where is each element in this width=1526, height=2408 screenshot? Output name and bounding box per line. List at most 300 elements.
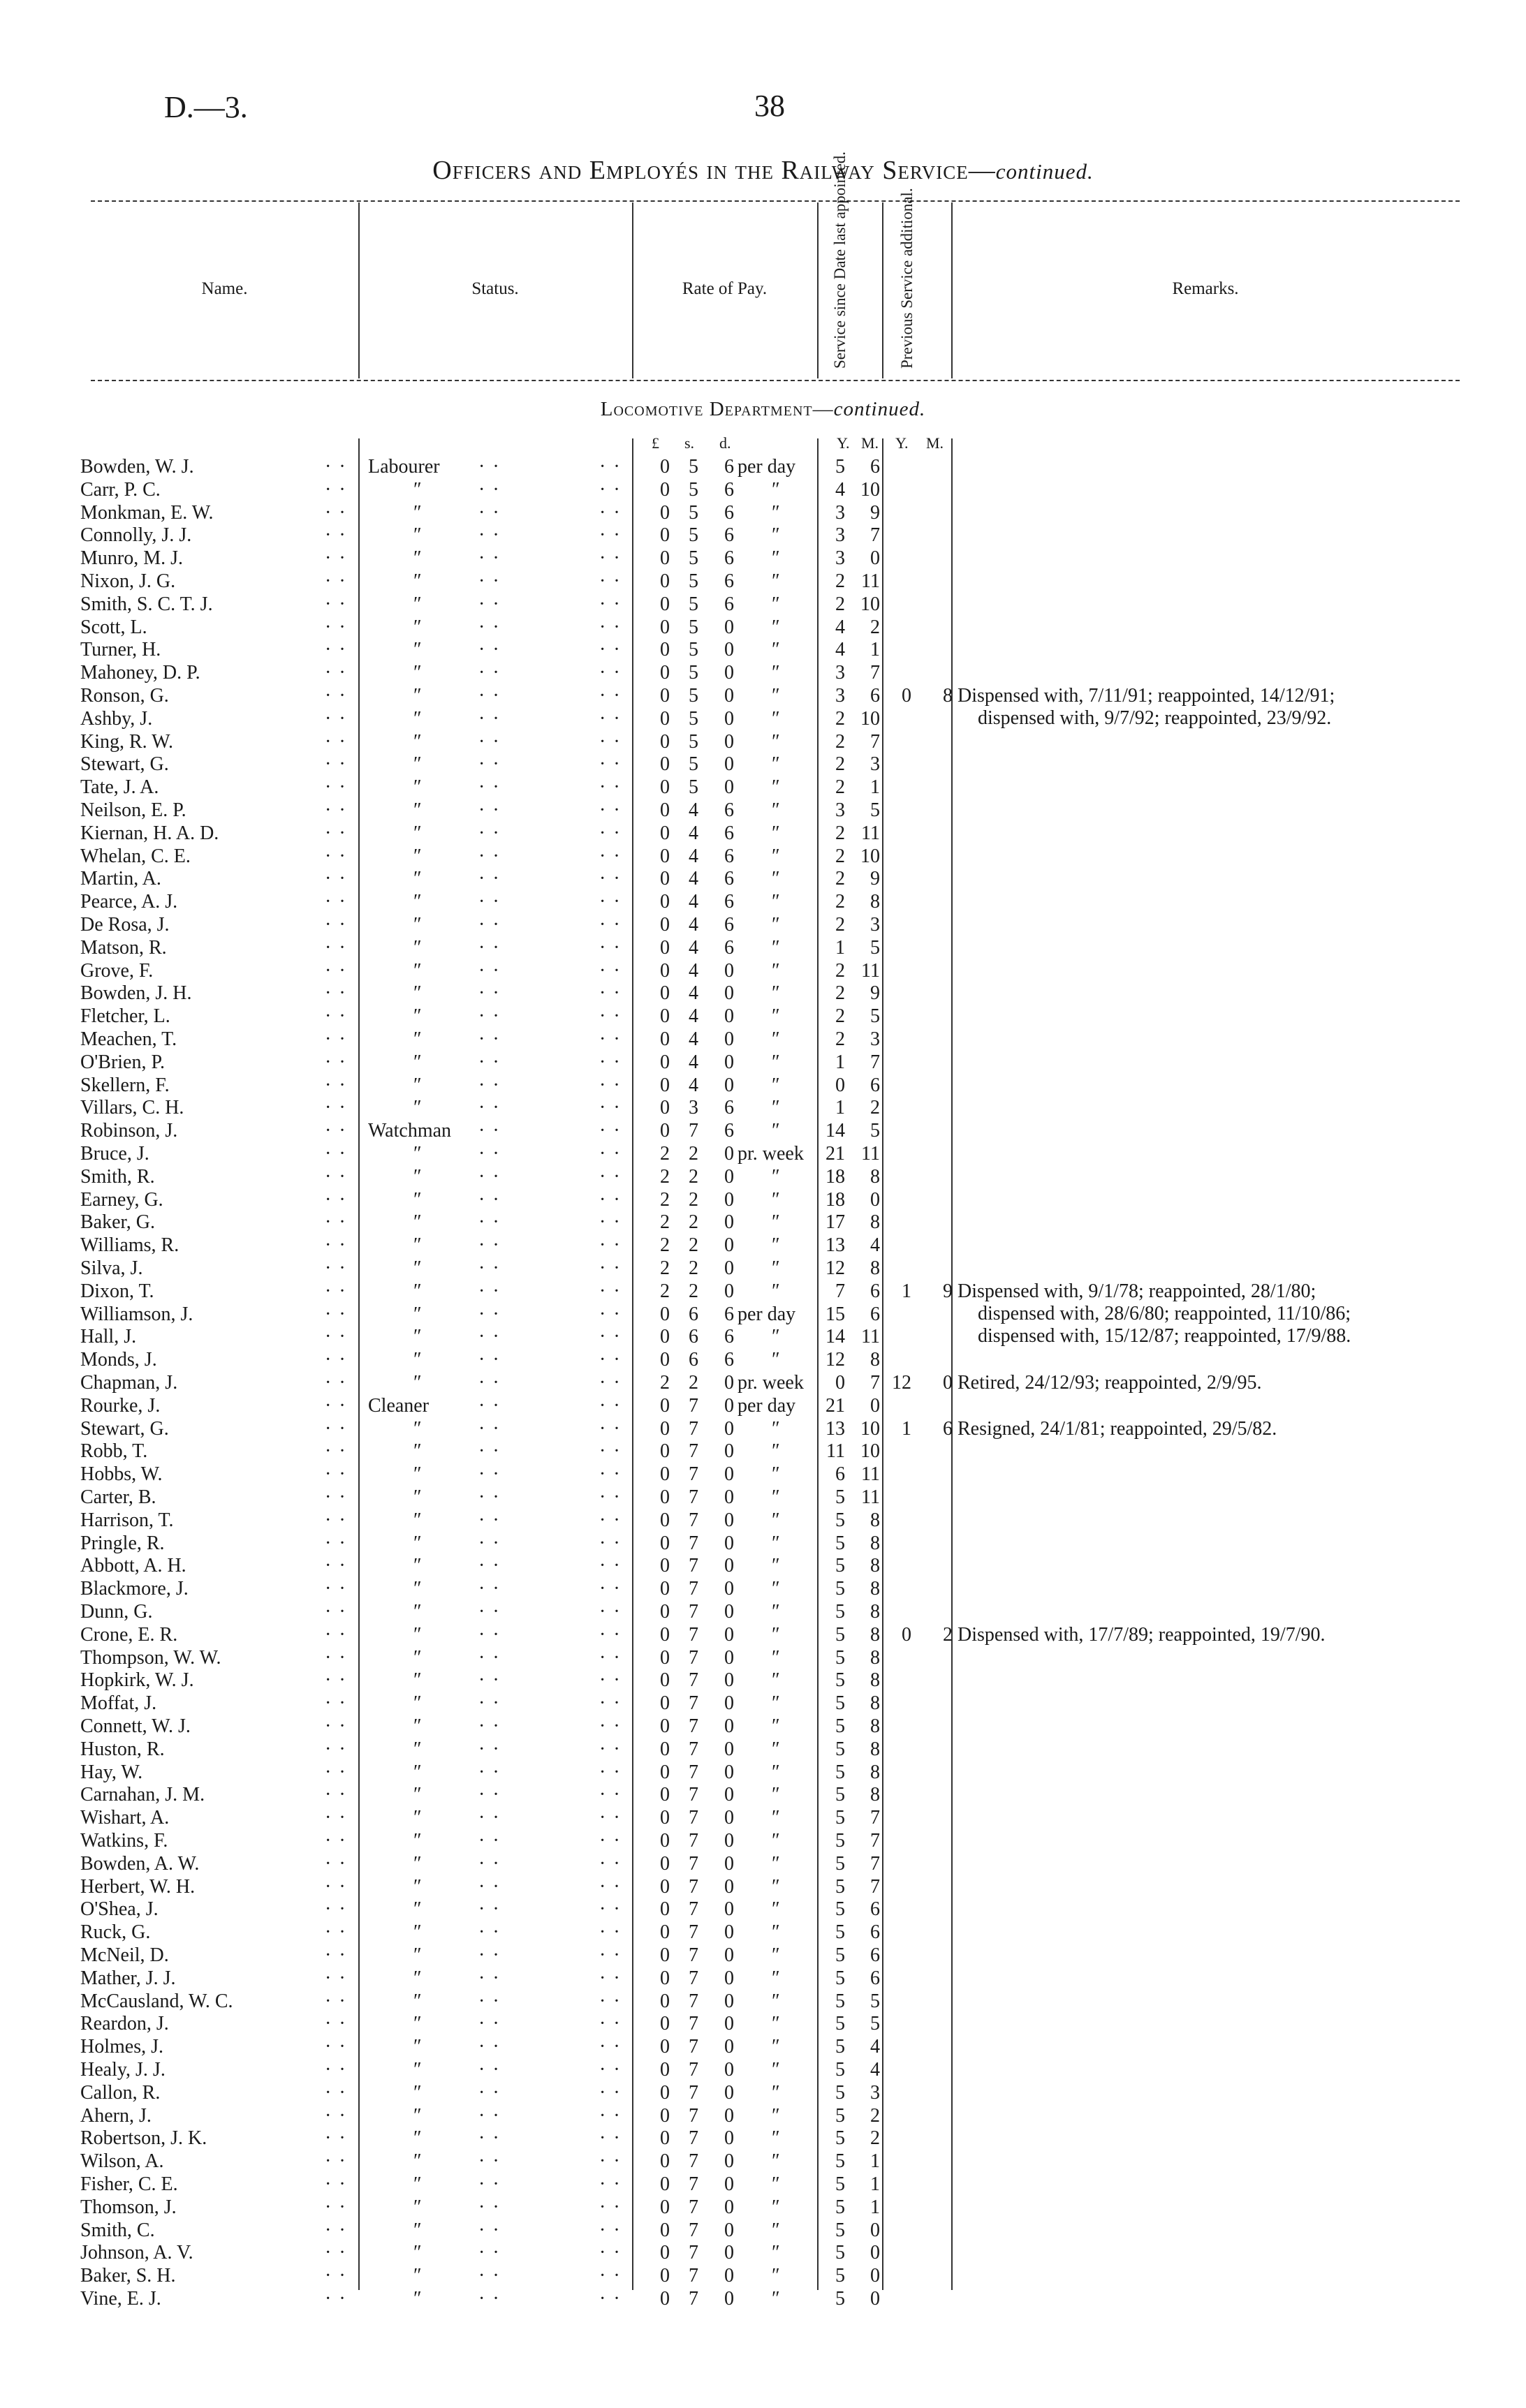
status: ″ [413, 1028, 422, 1050]
pay-pence: 0 [724, 1028, 734, 1050]
table-row [0, 547, 1526, 570]
leader-dots: · · [325, 1578, 347, 1600]
status: ″ [413, 547, 422, 570]
service-months: 5 [870, 2013, 880, 2035]
employee-name: Monds, J. [80, 1349, 157, 1371]
service-years: 6 [835, 1463, 845, 1486]
table-row [0, 867, 1526, 890]
table-row [0, 1463, 1526, 1486]
service-months: 0 [870, 547, 880, 570]
leader-dots: · · [325, 1143, 347, 1165]
table-row [0, 1440, 1526, 1463]
service-months: 7 [870, 662, 880, 684]
status: ″ [413, 2242, 422, 2264]
table-row [0, 1348, 1526, 1371]
pay-unit: ″ [772, 501, 780, 524]
leader-dots: · · [478, 845, 501, 867]
leader-dots: · · [325, 1990, 347, 2012]
leader-dots: · · [599, 1807, 622, 1829]
pay-pounds: 0 [660, 1967, 670, 1989]
employee-name: Stewart, G. [80, 753, 169, 776]
pay-shillings: 2 [689, 1372, 698, 1394]
pay-pounds: 0 [660, 959, 670, 982]
pay-pence: 6 [724, 868, 734, 890]
service-months: 1 [870, 2196, 880, 2218]
leader-dots: · · [325, 1967, 347, 1989]
service-years: 5 [835, 1509, 845, 1531]
status: ″ [413, 1967, 422, 1989]
service-years: 1 [835, 1097, 845, 1119]
pay-pounds: 0 [660, 1784, 670, 1806]
section-heading [0, 398, 1526, 421]
leader-dots: · · [478, 1669, 501, 1692]
service-months: 0 [870, 2219, 880, 2241]
table-row [0, 913, 1526, 936]
pay-unit: ″ [772, 1074, 780, 1096]
leader-dots: · · [325, 1303, 347, 1325]
pay-unit: ″ [772, 982, 780, 1005]
pay-unit: ″ [772, 936, 780, 959]
service-months: 8 [870, 1532, 880, 1554]
leader-dots: · · [325, 1165, 347, 1188]
table-row [0, 753, 1526, 776]
leader-dots: · · [599, 1143, 622, 1165]
pay-shillings: 7 [689, 1875, 698, 1898]
pay-shillings: 2 [689, 1165, 698, 1188]
leader-dots: · · [325, 1852, 347, 1875]
leader-dots: · · [478, 1280, 501, 1302]
service-years: 5 [835, 1715, 845, 1737]
leader-dots: · · [325, 2127, 347, 2150]
pay-pence: 0 [724, 2219, 734, 2241]
status: ″ [413, 1990, 422, 2012]
pay-unit: ″ [772, 2265, 780, 2287]
status: ″ [413, 1852, 422, 1875]
table-row [0, 1486, 1526, 1509]
pay-unit: ″ [772, 822, 780, 844]
pay-pence: 0 [724, 730, 734, 753]
service-years: 18 [826, 1165, 845, 1188]
status: ″ [413, 753, 422, 776]
pay-shillings: 2 [689, 1234, 698, 1257]
status: ″ [413, 1234, 422, 1257]
service-years: 2 [835, 753, 845, 776]
service-years: 2 [835, 593, 845, 615]
table-row [0, 822, 1526, 845]
leader-dots: · · [478, 1555, 501, 1577]
pay-pence: 6 [724, 822, 734, 844]
pay-pounds: 0 [660, 2242, 670, 2264]
table-row [0, 524, 1526, 547]
pay-unit: ″ [772, 1601, 780, 1623]
service-months: 7 [870, 1875, 880, 1898]
pay-pence: 0 [724, 753, 734, 776]
pay-shillings: 4 [689, 1005, 698, 1028]
table-row [0, 616, 1526, 639]
service-years: 2 [835, 914, 845, 936]
pay-unit: per day [738, 1394, 796, 1417]
status: ″ [413, 1509, 422, 1531]
status: ″ [413, 845, 422, 867]
pay-pounds: 0 [660, 570, 670, 592]
employee-name: Thomson, J. [80, 2196, 177, 2218]
remark-continuation: dispensed with, 9/7/92; reappointed, 23/9/92. [978, 707, 1332, 729]
table-row [0, 1051, 1526, 1074]
pay-unit: ″ [772, 2242, 780, 2264]
employee-name: Wishart, A. [80, 1807, 170, 1829]
service-months: 11 [861, 570, 880, 592]
employee-name: Smith, C. [80, 2219, 155, 2241]
leader-dots: · · [599, 2059, 622, 2081]
status: ″ [413, 776, 422, 799]
pay-shillings: 7 [689, 1440, 698, 1463]
leader-dots: · · [478, 593, 501, 615]
pay-pence: 0 [724, 1578, 734, 1600]
service-years: 2 [835, 730, 845, 753]
leader-dots: · · [325, 2150, 347, 2173]
pay-shillings: 5 [689, 753, 698, 776]
leader-dots: · · [599, 1555, 622, 1577]
status: ″ [413, 1005, 422, 1028]
leader-dots: · · [599, 1349, 622, 1371]
header-divider [882, 202, 883, 378]
service-years: 21 [826, 1143, 845, 1165]
pay-pence: 6 [724, 1349, 734, 1371]
employee-name: Johnson, A. V. [80, 2242, 193, 2264]
leader-dots: · · [478, 1028, 501, 1050]
table-row [0, 1967, 1526, 1990]
leader-dots: · · [599, 1417, 622, 1440]
service-months: 8 [870, 1349, 880, 1371]
service-months: 2 [870, 1097, 880, 1119]
employee-name: Bowden, J. H. [80, 982, 192, 1005]
employee-name: Connolly, J. J. [80, 524, 192, 547]
pay-shillings: 7 [689, 1738, 698, 1760]
employee-name: Williamson, J. [80, 1303, 193, 1325]
leader-dots: · · [599, 1509, 622, 1531]
status: ″ [413, 1532, 422, 1554]
leader-dots: · · [599, 547, 622, 570]
status: ″ [413, 1097, 422, 1119]
employee-name: Mather, J. J. [80, 1967, 176, 1989]
leader-dots: · · [325, 1417, 347, 1440]
pay-pence: 0 [724, 1623, 734, 1646]
pay-unit: ″ [772, 1165, 780, 1188]
status: ″ [413, 501, 422, 524]
employee-name: Tate, J. A. [80, 776, 159, 799]
service-months: 8 [870, 1211, 880, 1234]
service-years: 3 [835, 501, 845, 524]
service-years: 1 [835, 1051, 845, 1073]
pay-pence: 6 [724, 593, 734, 615]
pay-shillings: 4 [689, 982, 698, 1005]
pay-unit: ″ [772, 1005, 780, 1028]
pay-pence: 0 [724, 616, 734, 638]
pay-unit: ″ [772, 1761, 780, 1783]
leader-dots: · · [478, 1417, 501, 1440]
pay-unit: ″ [772, 1692, 780, 1715]
service-months: 6 [870, 1280, 880, 1302]
leader-dots: · · [478, 1944, 501, 1966]
pay-pounds: 0 [660, 547, 670, 570]
pay-unit: ″ [772, 2013, 780, 2035]
leader-dots: · · [599, 1601, 622, 1623]
pay-shillings: 2 [689, 1257, 698, 1279]
leader-dots: · · [599, 2127, 622, 2150]
status: ″ [413, 1738, 422, 1760]
leader-dots: · · [325, 685, 347, 707]
leader-dots: · · [599, 776, 622, 799]
table-row [0, 2081, 1526, 2104]
leader-dots: · · [478, 1646, 501, 1669]
service-months: 8 [870, 1669, 880, 1692]
employee-name: Robb, T. [80, 1440, 148, 1463]
pay-pounds: 0 [660, 662, 670, 684]
leader-dots: · · [478, 1097, 501, 1119]
pay-shillings: 7 [689, 1967, 698, 1989]
leader-dots: · · [599, 1188, 622, 1211]
pay-pounds: 0 [660, 1921, 670, 1944]
employee-name: O'Brien, P. [80, 1051, 165, 1073]
leader-dots: · · [478, 1532, 501, 1554]
employee-name: Skellern, F. [80, 1074, 170, 1096]
leader-dots: · · [478, 1303, 501, 1325]
pay-shillings: 3 [689, 1097, 698, 1119]
pay-pounds: 0 [660, 914, 670, 936]
leader-dots: · · [599, 936, 622, 959]
service-years: 5 [835, 2036, 845, 2058]
service-months: 8 [870, 1165, 880, 1188]
pay-pounds: 0 [660, 1486, 670, 1508]
pay-unit: ″ [772, 662, 780, 684]
service-years: 5 [835, 1944, 845, 1966]
pay-pence: 0 [724, 1372, 734, 1394]
pay-unit: ″ [772, 2196, 780, 2218]
service-years: 5 [835, 2288, 845, 2310]
pay-shillings: 5 [689, 707, 698, 730]
pay-pence: 0 [724, 1898, 734, 1921]
pay-shillings: 7 [689, 2288, 698, 2310]
leader-dots: · · [478, 730, 501, 753]
pay-shillings: 7 [689, 1715, 698, 1737]
document-reference: D.—3. [164, 90, 248, 124]
leader-dots: · · [599, 2150, 622, 2173]
employee-name: Hopkirk, W. J. [80, 1669, 194, 1692]
pay-shillings: 6 [689, 1303, 698, 1325]
service-months: 6 [870, 456, 880, 478]
service-months: 7 [870, 1852, 880, 1875]
previous-years: 12 [892, 1372, 911, 1394]
leader-dots: · · [599, 1761, 622, 1783]
leader-dots: · · [478, 685, 501, 707]
leader-dots: · · [599, 524, 622, 547]
leader-dots: · · [325, 547, 347, 570]
pay-pounds: 2 [660, 1188, 670, 1211]
table-row [0, 478, 1526, 501]
unit-months: M. [861, 434, 879, 452]
employee-name: Moffat, J. [80, 1692, 157, 1715]
service-years: 5 [835, 1990, 845, 2012]
service-months: 6 [870, 1303, 880, 1325]
pay-pence: 6 [724, 456, 734, 478]
service-months: 11 [861, 1486, 880, 1508]
service-months: 8 [870, 1509, 880, 1531]
section-lead: Locomotive Department— [600, 398, 834, 420]
leader-dots: · · [478, 1692, 501, 1715]
leader-dots: · · [478, 1211, 501, 1234]
service-years: 2 [835, 845, 845, 867]
service-years: 5 [835, 2196, 845, 2218]
pay-pence: 6 [724, 891, 734, 913]
table-row [0, 2173, 1526, 2196]
service-months: 1 [870, 776, 880, 799]
leader-dots: · · [325, 2059, 347, 2081]
service-months: 10 [860, 845, 880, 867]
status: ″ [413, 936, 422, 959]
pay-shillings: 7 [689, 2196, 698, 2218]
status: ″ [413, 1623, 422, 1646]
pay-pounds: 0 [660, 1074, 670, 1096]
pay-unit: ″ [772, 1784, 780, 1806]
service-months: 8 [870, 1578, 880, 1600]
pay-pence: 0 [724, 2196, 734, 2218]
leader-dots: · · [478, 2059, 501, 2081]
table-row [0, 1646, 1526, 1669]
leader-dots: · · [478, 799, 501, 821]
pay-pence: 0 [724, 1165, 734, 1188]
leader-dots: · · [478, 639, 501, 661]
leader-dots: · · [325, 1051, 347, 1073]
pay-shillings: 5 [689, 501, 698, 524]
service-years: 3 [835, 547, 845, 570]
leader-dots: · · [325, 1188, 347, 1211]
pay-unit: pr. week [738, 1372, 804, 1394]
pay-pence: 0 [724, 1967, 734, 1989]
leader-dots: · · [599, 753, 622, 776]
service-months: 8 [870, 1784, 880, 1806]
pay-unit: ″ [772, 1417, 780, 1440]
status: ″ [413, 1669, 422, 1692]
leader-dots: · · [599, 1944, 622, 1966]
leader-dots: · · [325, 1211, 347, 1234]
leader-dots: · · [478, 936, 501, 959]
status: ″ [413, 1578, 422, 1600]
pay-pounds: 0 [660, 776, 670, 799]
table-row [0, 890, 1526, 913]
pay-unit: ″ [772, 2173, 780, 2195]
pay-pence: 0 [724, 1830, 734, 1852]
leader-dots: · · [325, 1097, 347, 1119]
pay-pounds: 0 [660, 2127, 670, 2150]
header-divider [817, 202, 819, 378]
pay-pounds: 0 [660, 1623, 670, 1646]
service-years: 2 [835, 1005, 845, 1028]
pay-pence: 0 [724, 1715, 734, 1737]
employee-name: Ahern, J. [80, 2104, 152, 2127]
leader-dots: · · [599, 2013, 622, 2035]
leader-dots: · · [478, 1807, 501, 1829]
title-lead: Officers and Employés in the Railway Service— [432, 156, 996, 185]
leader-dots: · · [325, 1440, 347, 1463]
pay-pounds: 0 [660, 1326, 670, 1348]
pay-pence: 0 [724, 1417, 734, 1440]
pay-pence: 0 [724, 1875, 734, 1898]
pay-unit: ″ [772, 730, 780, 753]
pay-unit: ″ [772, 707, 780, 730]
leader-dots: · · [478, 1120, 501, 1142]
pay-shillings: 5 [689, 547, 698, 570]
pay-pounds: 0 [660, 1463, 670, 1486]
pay-unit: ″ [772, 1738, 780, 1760]
status: Labourer [368, 456, 440, 478]
page-title [0, 155, 1526, 186]
service-years: 4 [835, 478, 845, 501]
table-row [0, 1371, 1526, 1394]
pay-shillings: 2 [689, 1211, 698, 1234]
pay-unit: ″ [772, 1967, 780, 1989]
service-months: 3 [870, 2081, 880, 2104]
pay-pounds: 0 [660, 1394, 670, 1417]
pay-pence: 0 [724, 1532, 734, 1554]
pay-pence: 0 [724, 1074, 734, 1096]
service-years: 5 [835, 1578, 845, 1600]
leader-dots: · · [599, 868, 622, 890]
table-row [0, 1600, 1526, 1623]
leader-dots: · · [599, 1028, 622, 1050]
pay-pence: 0 [724, 2242, 734, 2264]
leader-dots: · · [478, 776, 501, 799]
service-months: 11 [861, 822, 880, 844]
leader-dots: · · [325, 2242, 347, 2264]
pay-pence: 0 [724, 1692, 734, 1715]
status: ″ [413, 1555, 422, 1577]
status: ″ [413, 524, 422, 547]
pay-unit: per day [738, 1303, 796, 1325]
leader-dots: · · [599, 1921, 622, 1944]
leader-dots: · · [599, 1830, 622, 1852]
leader-dots: · · [478, 959, 501, 982]
pay-pence: 6 [724, 1097, 734, 1119]
table-row [0, 1005, 1526, 1028]
pay-pounds: 0 [660, 2219, 670, 2241]
employee-name: Robertson, J. K. [80, 2127, 207, 2150]
pay-pence: 0 [724, 1143, 734, 1165]
pay-pence: 0 [724, 2013, 734, 2035]
leader-dots: · · [325, 1120, 347, 1142]
leader-dots: · · [478, 1623, 501, 1646]
status: ″ [413, 2059, 422, 2081]
service-years: 5 [835, 2242, 845, 2264]
leader-dots: · · [478, 914, 501, 936]
status: ″ [413, 1074, 422, 1096]
pay-pounds: 0 [660, 891, 670, 913]
leader-dots: · · [325, 1738, 347, 1760]
leader-dots: · · [325, 1005, 347, 1028]
employee-name: Silva, J. [80, 1257, 143, 1279]
pay-pounds: 0 [660, 1578, 670, 1600]
leader-dots: · · [599, 1326, 622, 1348]
table-row [0, 1188, 1526, 1211]
column-header-status: Status. [471, 279, 519, 298]
service-months: 8 [870, 1555, 880, 1577]
employee-name: Monkman, E. W. [80, 501, 214, 524]
leader-dots: · · [478, 1578, 501, 1600]
leader-dots: · · [478, 1005, 501, 1028]
status: ″ [413, 1692, 422, 1715]
employee-name: Pringle, R. [80, 1532, 165, 1554]
status: ″ [413, 478, 422, 501]
leader-dots: · · [599, 1097, 622, 1119]
